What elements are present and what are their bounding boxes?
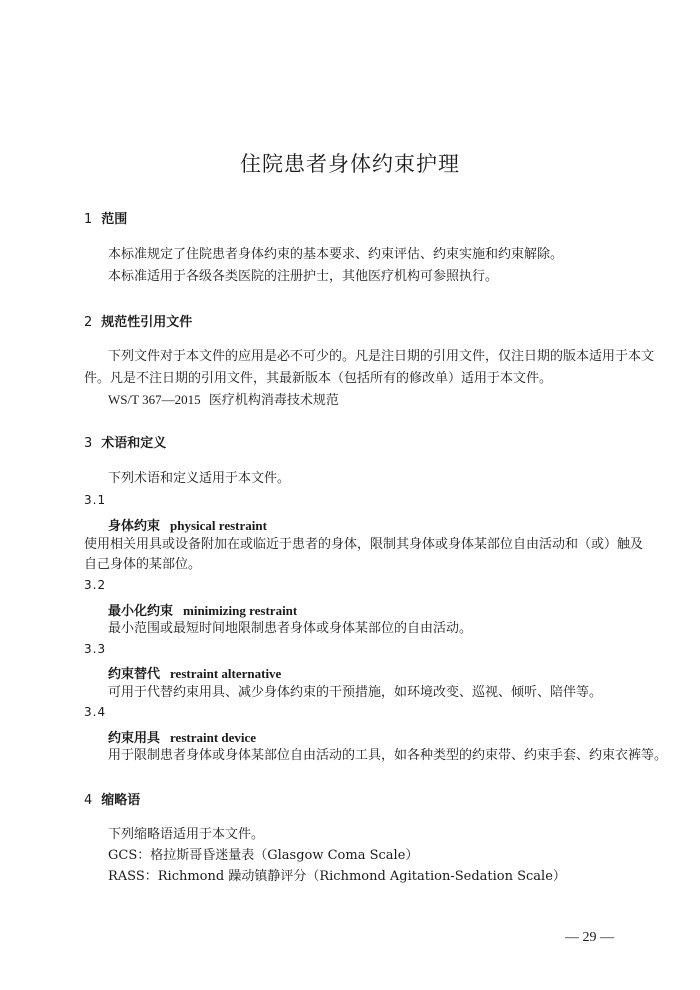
- section-2-heading: [84, 311, 192, 330]
- section-1-paragraph-1: 本标准规定了住院患者身体约束的基本要求、约束评估、约束实施和约束解除。: [108, 247, 564, 262]
- term-chinese: 最小化约束: [108, 604, 174, 619]
- term-english: restraint device: [170, 730, 257, 745]
- term-heading: [108, 600, 297, 619]
- reference-title: 医疗机构消毒技术规范: [208, 393, 339, 408]
- abbreviation-rass: RASS：Richmond 躁动镇静评分（Richmond Agitation-Sedation Scale）: [108, 869, 566, 884]
- term-number: 3.2: [84, 578, 107, 592]
- term-english: restraint alternative: [170, 666, 282, 681]
- term-heading: [108, 663, 281, 682]
- section-4-heading: [84, 789, 140, 808]
- page-number: — 29 —: [565, 930, 614, 945]
- section-number: 4: [84, 793, 93, 808]
- term-number: 3.3: [84, 642, 107, 656]
- section-title: 范围: [101, 212, 128, 227]
- section-2-paragraph-line-1: 下列文件对于本文件的应用是必不可少的。凡是注日期的引用文件，仅注日期的版本适用于本文: [108, 349, 655, 364]
- reference-code: WS/T 367—2015: [108, 392, 201, 407]
- section-3-intro: 下列术语和定义适用于本文件。: [108, 471, 291, 486]
- normative-reference: [108, 392, 339, 409]
- document-title: 住院患者身体约束护理: [240, 152, 460, 176]
- section-title: 规范性引用文件: [101, 315, 193, 330]
- term-definition-line-1: 用于限制患者身体或身体某部位自由活动的工具，如各种类型的约束带、约束手套、约束衣裤等。: [108, 748, 668, 763]
- abbreviation-gcs: GCS：格拉斯哥昏迷量表（Glasgow Coma Scale）: [108, 848, 419, 863]
- section-title: 术语和定义: [101, 436, 167, 451]
- term-chinese: 约束替代: [108, 667, 161, 682]
- section-1-heading: [84, 208, 127, 227]
- section-number: 3: [84, 436, 93, 451]
- term-number: 3.4: [84, 705, 107, 719]
- term-heading: [108, 515, 267, 534]
- term-chinese: 身体约束: [108, 519, 161, 534]
- term-definition-line-1: 可用于代替约束用具、减少身体约束的干预措施，如环境改变、巡视、倾听、陪伴等。: [108, 685, 603, 700]
- section-number: 2: [84, 315, 93, 330]
- term-definition-line-2: 自己身体的某部位。: [84, 557, 202, 572]
- term-definition-line-1: 使用相关用具或设备附加在或临近于患者的身体，限制其身体或身体某部位自由活动和（或）触及: [84, 537, 644, 552]
- section-1-paragraph-2: 本标准适用于各级各类医院的注册护士，其他医疗机构可参照执行。: [108, 269, 499, 284]
- section-4-intro: 下列缩略语适用于本文件。: [108, 827, 265, 842]
- section-2-paragraph-line-2: 件。凡是不注日期的引用文件，其最新版本（包括所有的修改单）适用于本文件。: [84, 371, 553, 386]
- term-heading: [108, 727, 256, 746]
- section-3-heading: [84, 432, 166, 451]
- section-number: 1: [84, 212, 93, 227]
- term-english: physical restraint: [170, 518, 267, 533]
- term-english: minimizing restraint: [183, 603, 298, 618]
- term-number: 3.1: [84, 493, 107, 507]
- term-chinese: 约束用具: [108, 731, 161, 746]
- term-definition-line-1: 最小范围或最短时间地限制患者身体或身体某部位的自由活动。: [108, 621, 473, 636]
- section-title: 缩略语: [101, 793, 141, 808]
